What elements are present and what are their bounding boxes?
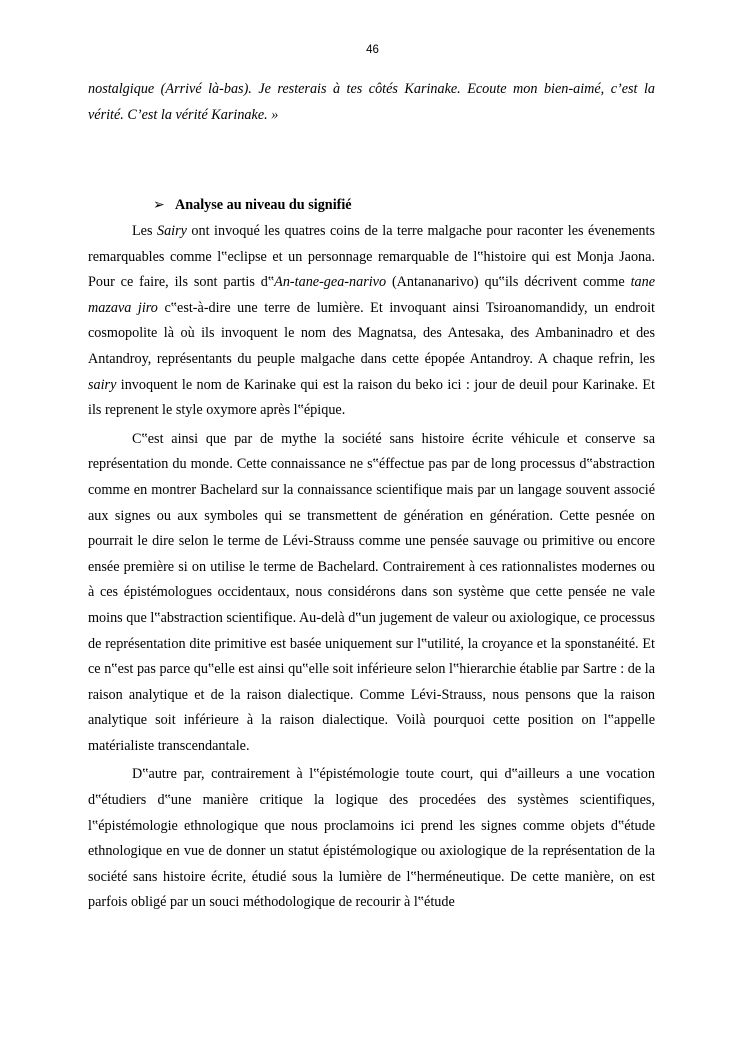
opening-quote-block [88, 77, 655, 128]
paragraph-1-segment: c‟est-à-dire une terre de lumière. Et invoquant ainsi Tsiroanomandidy, un endroit cosmopolite là où ils invoquent le nom des Magnatsa, des Antesaka, des Ambaninadro et des Antandroy, représentants du peuple malgache dans cette épopée Antandroy. A chaque refrin, les [88, 299, 655, 367]
paragraph-1 [88, 219, 655, 424]
paragraph-1-segment: ont invoqué les quatres coins de la terre malgache pour raconter les évenements remarquables comme l‟eclipse et un personnage remarquable de l‟histoire qui est Monja Jaona. Pour ce faire, ils sont partis d‟ [88, 223, 655, 291]
paragraph-1-segment: invoquent le nom de Karinake qui est la raison du beko ici : jour de deuil pour Karinake. Et ils reprenent le style oxymore après l‟épique. [88, 376, 655, 419]
section-heading-text: Analyse au niveau du signifié [175, 197, 352, 213]
paragraph-2 [88, 427, 655, 760]
paragraph-1-segment: Sairy [156, 223, 187, 239]
paragraph-3 [88, 762, 655, 916]
section-heading [153, 193, 352, 219]
paragraph-1-segment: (Antananarivo) qu‟ils décrivent comme [386, 274, 631, 291]
paragraph-1-segment: An-tane-gea-narivo [274, 274, 387, 291]
paragraph-1-segment: sairy [88, 376, 117, 393]
page-number: 46 [366, 44, 379, 56]
paragraph-1-segment: Les [132, 223, 157, 239]
opening-quote: nostalgique (Arrivé là-bas). Je resterais à tes côtés Karinake. Ecoute mon bien-aimé, c’est la vérité. C’est la vérité Karinake. » [88, 81, 655, 123]
body-text [88, 219, 655, 916]
arrow-bullet-icon: ➢ [153, 197, 165, 213]
paragraph-3-segment: D‟autre par, contrairement à l‟épistémologie toute court, qui d‟ailleurs a une vocation d‟étudiers d‟une manière critique la logique des procedées des systèmes scientifiques, l‟épistémologie ethnologique que nous proclamoins ici prend les signes comme objets d‟étude ethnologique en vue de donner un statut épistémologique ou axiologique de la représentation de la société sans histoire écrite, étudié sous la lumière de l‟herméneutique. De cette manière, on est parfois obligé par un souci méthodologique de recourir à l‟étude [88, 766, 655, 911]
paragraph-2-segment: C‟est ainsi que par de mythe la société sans histoire écrite véhicule et conserve sa représentation du monde. Cette connaissance ne s‟éffectue pas par de long processus d‟abstraction comme en montrer Bachelard sur la connaissance scientifique mais par un langage souvent associé aux signes ou aux symboles qui se transmettent de génération en génération. Cette pesnée on pourrait le dire selon le terme de Lévi-Strauss comme une pensée sauvage ou primitive ou encore ensée première si on utilise le terme de Bachelard. Contrairement à ces rationnalistes modernes ou à ces épistémologues occidentaux, nous considérons dans son système que cette pensée ne vale moins que l‟abstraction scientifique. Au-delà d‟un jugement de valeur ou axiologique, ce processus de représentation dite primitive est basée uniquement sur l‟utilité, la croyance et la sponstanéité. Et ce n‟est pas parce qu‟elle est ainsi qu‟elle soit inférieure selon l‟hierarchie établie par Sartre : de la raison analytique et de la raison dialectique. Comme Lévi-Strauss, nous pensons que la raison analytique soit inférieure à la raison dialectique. Voilà pourquoi cette position on l‟appelle matérialiste transcendantale. [88, 430, 655, 754]
paragraph-1-segment: tane mazava jiro [88, 274, 655, 316]
